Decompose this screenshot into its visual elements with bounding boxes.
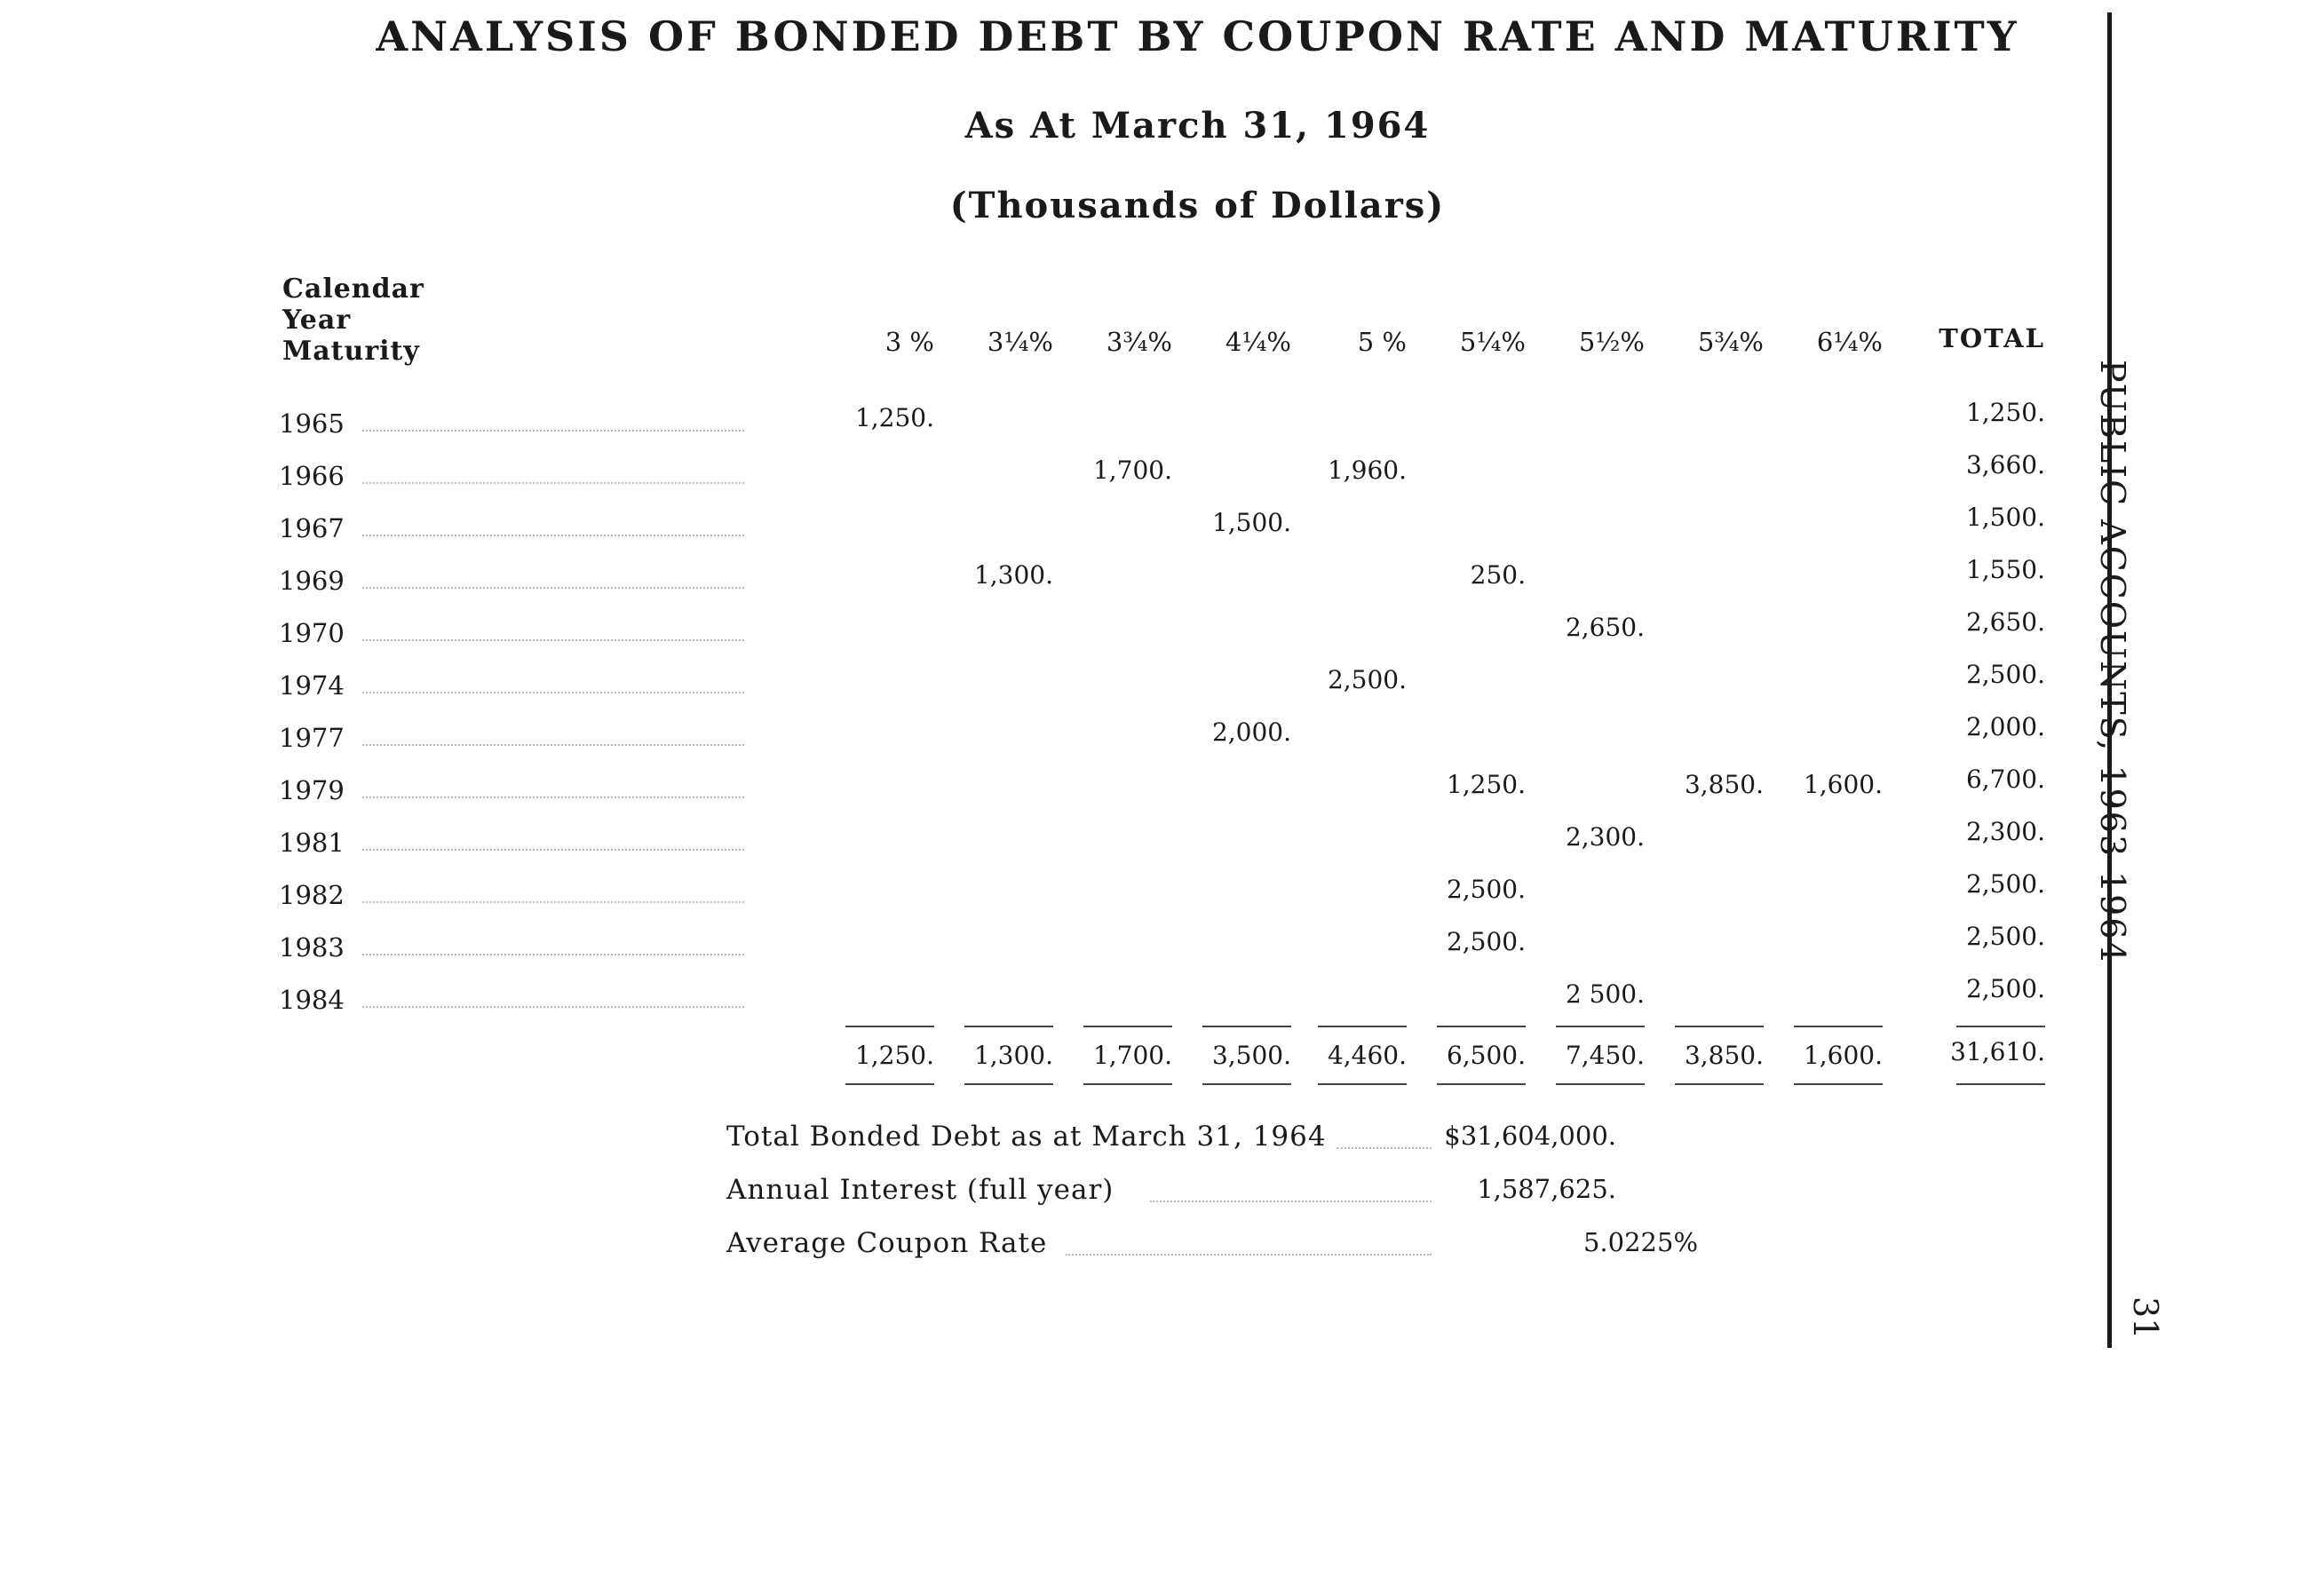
table-cell: 2,000. (1211, 717, 1291, 747)
row-total: 6,700. (1965, 765, 2045, 794)
column-rule (1083, 1026, 1172, 1027)
table-cell: 2,300. (1565, 822, 1645, 852)
total-column-header: TOTAL (1939, 323, 2045, 353)
total-rule (1956, 1026, 2045, 1027)
row-year: 1967 (279, 513, 345, 543)
leader-dots (1150, 1201, 1432, 1202)
row-total: 2,500. (1965, 922, 2045, 951)
grand-total: 31,610. (1950, 1037, 2045, 1066)
row-year: 1969 (279, 566, 345, 596)
leader-dots (362, 692, 744, 693)
row-year: 1965 (279, 408, 345, 439)
row-year: 1984 (279, 985, 345, 1015)
running-head: PUBLIC ACCOUNTS, 1963-1964 (2093, 359, 2132, 964)
table-cell: 1,300. (973, 560, 1053, 590)
column-rule (1794, 1083, 1883, 1085)
column-rule (1556, 1026, 1645, 1027)
table-cell: 1,250. (1446, 770, 1526, 799)
table-cell: 1,600. (1803, 770, 1883, 799)
leader-dots (1066, 1254, 1432, 1256)
row-header-line: Maturity (282, 336, 420, 367)
column-total: 3,850. (1684, 1041, 1764, 1070)
column-rule (845, 1083, 934, 1085)
column-rule (1083, 1083, 1172, 1085)
row-year: 1982 (279, 880, 345, 910)
table-cell: 3,850. (1684, 770, 1764, 799)
column-header: 5¾% (1697, 327, 1764, 357)
column-header: 6¼% (1816, 327, 1883, 357)
table-cell: 2,500. (1327, 665, 1407, 694)
row-header (282, 273, 424, 367)
row-year: 1974 (279, 670, 345, 701)
summary-label: Average Coupon Rate (726, 1227, 1048, 1259)
column-total: 7,450. (1565, 1041, 1645, 1070)
column-rule (964, 1083, 1053, 1085)
row-total: 2,500. (1965, 974, 2045, 1003)
column-rule (1202, 1083, 1291, 1085)
leader-dots (362, 901, 744, 903)
table-cell: 1,700. (1092, 456, 1172, 485)
column-rule (1202, 1026, 1291, 1027)
column-total: 4,460. (1327, 1041, 1407, 1070)
leader-dots (362, 639, 744, 641)
table-cell: 2,500. (1446, 927, 1526, 956)
leader-dots (362, 535, 744, 536)
column-header: 5 % (1357, 327, 1407, 357)
summary-value: 1,587,625. (1477, 1174, 1616, 1204)
row-total: 1,250. (1965, 398, 2045, 427)
column-total: 1,250. (854, 1041, 934, 1070)
column-total: 1,700. (1092, 1041, 1172, 1070)
table-cell: 1,500. (1211, 508, 1291, 537)
summary-value: 5.0225% (1582, 1227, 1698, 1257)
column-rule (1318, 1083, 1407, 1085)
leader-dots (362, 482, 744, 484)
column-total: 1,600. (1803, 1041, 1883, 1070)
column-header: 3¾% (1106, 327, 1172, 357)
leader-dots (362, 849, 744, 851)
table-cell: 2,500. (1446, 875, 1526, 904)
leader-dots (362, 587, 744, 589)
column-header: 5¼% (1459, 327, 1526, 357)
column-header: 4¼% (1225, 327, 1291, 357)
leader-dots (362, 1006, 744, 1008)
row-year: 1977 (279, 723, 345, 753)
row-total: 2,300. (1965, 817, 2045, 846)
row-header-line: Calendar (282, 273, 424, 305)
summary-value: $31,604,000. (1444, 1121, 1616, 1151)
page-title: ANALYSIS OF BONDED DEBT BY COUPON RATE AND MATURITY (376, 12, 2019, 60)
row-total: 2,650. (1965, 607, 2045, 637)
row-total: 2,500. (1965, 660, 2045, 689)
row-total: 3,660. (1965, 450, 2045, 479)
leader-dots (362, 954, 744, 955)
row-year: 1979 (279, 775, 345, 805)
column-total: 6,500. (1446, 1041, 1526, 1070)
row-total: 1,550. (1965, 555, 2045, 584)
page-number: 31 (2126, 1296, 2165, 1340)
row-year: 1970 (279, 618, 345, 648)
leader-dots (1336, 1147, 1432, 1149)
units-note: (Thousands of Dollars) (949, 185, 1446, 226)
column-rule (1556, 1083, 1645, 1085)
leader-dots (362, 744, 744, 746)
table-cell: 2,650. (1565, 613, 1645, 642)
summary-label: Total Bonded Debt as at March 31, 1964 (726, 1121, 1327, 1153)
row-year: 1983 (279, 932, 345, 963)
column-rule (1437, 1083, 1526, 1085)
column-header: 3 % (884, 327, 934, 357)
column-rule (1675, 1026, 1764, 1027)
total-rule (1956, 1083, 2045, 1085)
table-cell: 250. (1470, 560, 1526, 590)
table-cell: 1,960. (1327, 456, 1407, 485)
column-header: 5½% (1578, 327, 1645, 357)
column-rule (1794, 1026, 1883, 1027)
column-rule (845, 1026, 934, 1027)
column-rule (1318, 1026, 1407, 1027)
page-subtitle: As At March 31, 1964 (964, 105, 1431, 147)
row-header-line: Year (282, 305, 352, 336)
row-total: 2,000. (1965, 712, 2045, 741)
table-cell: 2 500. (1565, 979, 1645, 1009)
column-total: 3,500. (1211, 1041, 1291, 1070)
row-year: 1966 (279, 461, 345, 491)
column-header: 3¼% (987, 327, 1053, 357)
summary-label: Annual Interest (full year) (726, 1174, 1114, 1206)
row-total: 1,500. (1965, 503, 2045, 532)
row-year: 1981 (279, 828, 345, 858)
column-rule (1675, 1083, 1764, 1085)
leader-dots (362, 430, 744, 432)
row-total: 2,500. (1965, 869, 2045, 899)
table-cell: 1,250. (854, 403, 934, 432)
column-rule (964, 1026, 1053, 1027)
column-rule (1437, 1026, 1526, 1027)
leader-dots (362, 796, 744, 798)
column-total: 1,300. (973, 1041, 1053, 1070)
